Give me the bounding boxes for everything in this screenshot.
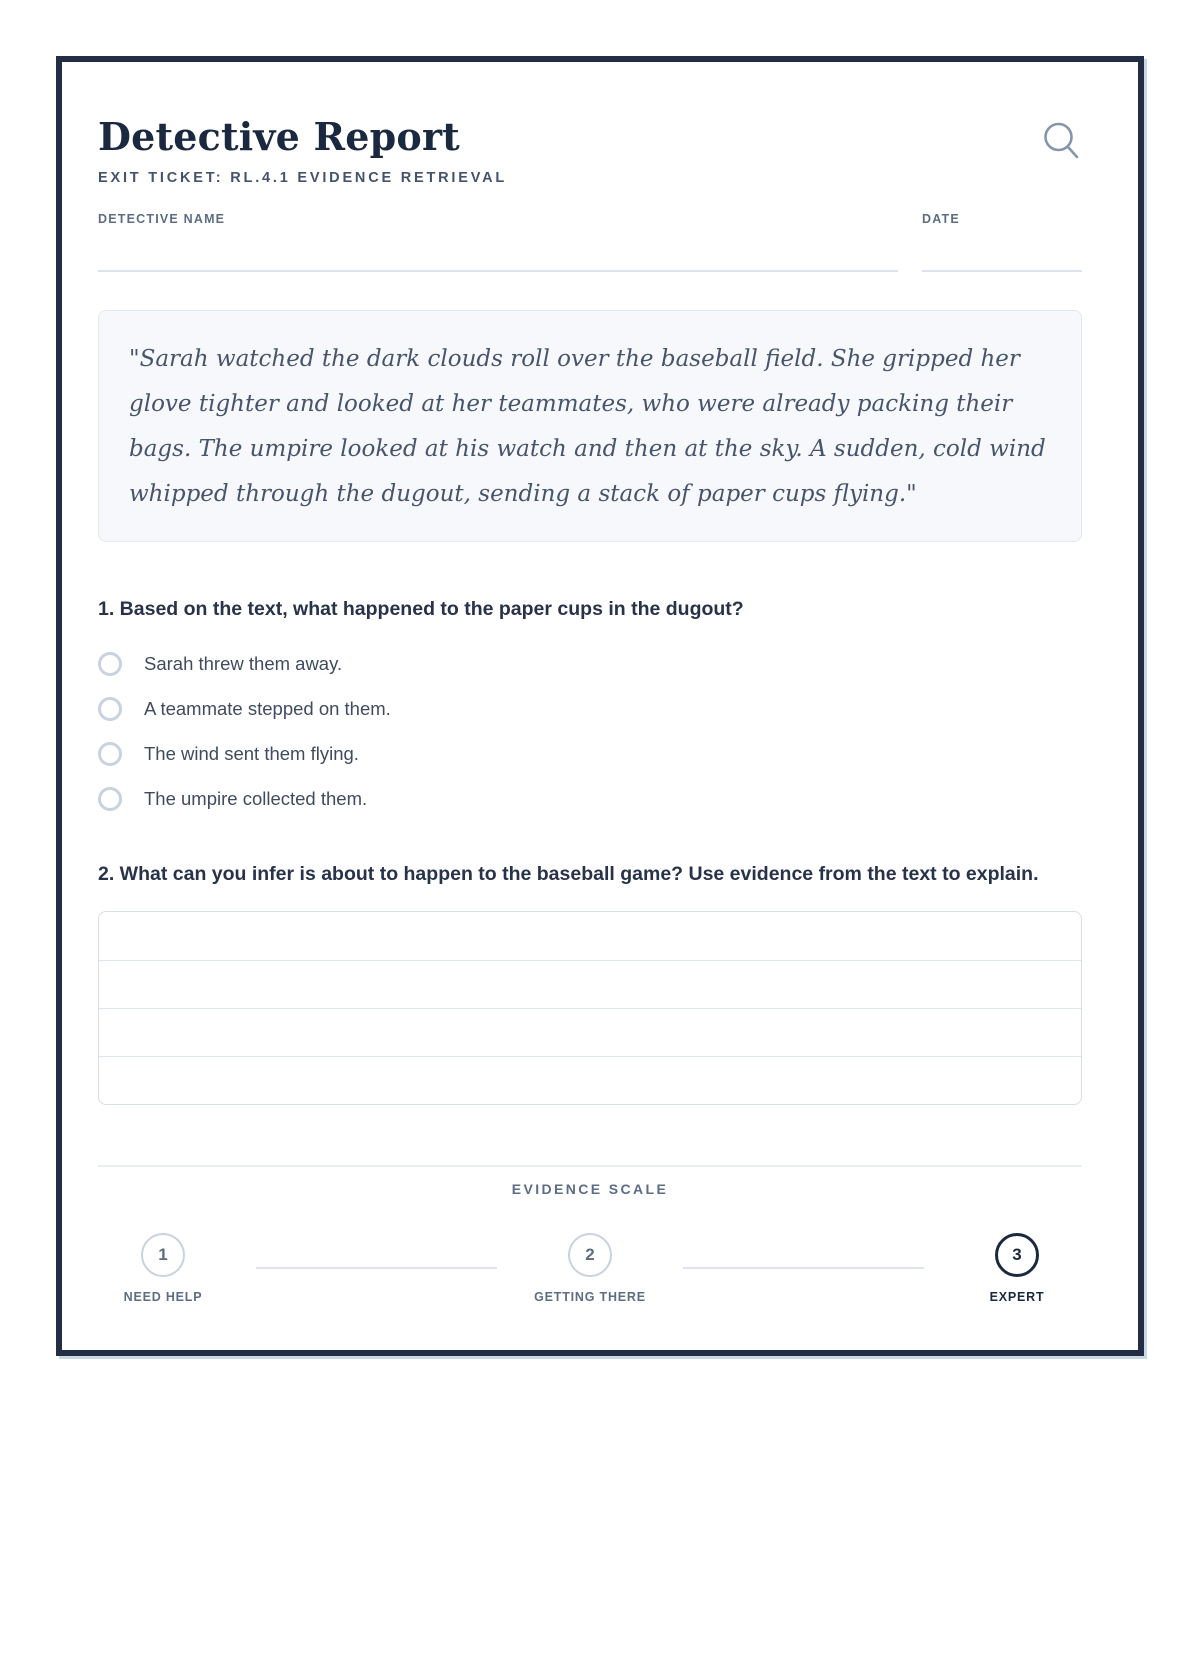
option-label: A teammate stepped on them. (144, 697, 391, 719)
scale-step-need-help[interactable] (98, 1233, 228, 1304)
question-1-options (98, 652, 1082, 811)
detective-name-input[interactable] (98, 270, 898, 272)
scale-connector-line (683, 1267, 924, 1269)
date-input[interactable] (922, 270, 1082, 272)
answer-line (99, 1008, 1081, 1056)
page-subtitle: EXIT TICKET: RL.4.1 EVIDENCE RETRIEVAL (98, 169, 508, 186)
radio-button[interactable] (98, 697, 122, 721)
option-row[interactable] (98, 742, 1082, 766)
date-field (922, 212, 1082, 272)
evidence-scale-title: EVIDENCE SCALE (511, 1180, 669, 1197)
answer-line (99, 1056, 1081, 1104)
fields-row (98, 212, 1082, 272)
header (98, 116, 1082, 186)
option-label: The umpire collected them. (144, 787, 368, 809)
question-2-prompt: 2. What can you infer is about to happen to the baseball game? Use evidence from the text to explain. (98, 862, 1039, 885)
scale-step-label: EXPERT (989, 1289, 1045, 1304)
passage-text: "Sarah watched the dark clouds roll over the baseball field. She gripped her glove tighter and looked at her teammates, who were already packing their bags. The umpire looked at his watch and then at the sky. A sudden, cold wind whipped through the dugout, sending a stack of paper cups flying." (129, 345, 1046, 507)
option-row[interactable] (98, 787, 1082, 811)
radio-button[interactable] (98, 652, 122, 676)
radio-button[interactable] (98, 787, 122, 811)
scale-step-getting-there[interactable] (525, 1233, 655, 1304)
detective-name-label: DETECTIVE NAME (98, 211, 226, 226)
answer-area[interactable] (98, 911, 1082, 1105)
scale-step-circle[interactable]: 3 (995, 1233, 1039, 1277)
question-2 (98, 857, 1082, 1105)
scale-connector-line (256, 1267, 497, 1269)
question-1-prompt: 1. Based on the text, what happened to the paper cups in the dugout? (98, 597, 744, 620)
scale-step-expert[interactable] (952, 1233, 1082, 1304)
option-row[interactable] (98, 697, 1082, 721)
search-button[interactable] (1040, 118, 1082, 165)
option-label: The wind sent them flying. (144, 742, 359, 764)
answer-line (99, 960, 1081, 1008)
detective-name-field (98, 212, 898, 272)
evidence-scale (98, 1233, 1082, 1304)
option-label: Sarah threw them away. (144, 652, 343, 674)
page-title: Detective Report (98, 114, 460, 159)
footer-divider (98, 1165, 1082, 1167)
option-row[interactable] (98, 652, 1082, 676)
search-icon (1042, 148, 1080, 163)
date-label: DATE (922, 211, 960, 226)
radio-button[interactable] (98, 742, 122, 766)
worksheet-page (56, 56, 1144, 1356)
scale-step-circle[interactable]: 1 (141, 1233, 185, 1277)
scale-step-label: NEED HELP (123, 1289, 203, 1304)
scale-step-circle[interactable]: 2 (568, 1233, 612, 1277)
passage-box (98, 310, 1082, 542)
question-1 (98, 592, 1082, 811)
header-titles (98, 116, 507, 186)
scale-step-label: GETTING THERE (534, 1289, 646, 1304)
answer-line (99, 912, 1081, 960)
